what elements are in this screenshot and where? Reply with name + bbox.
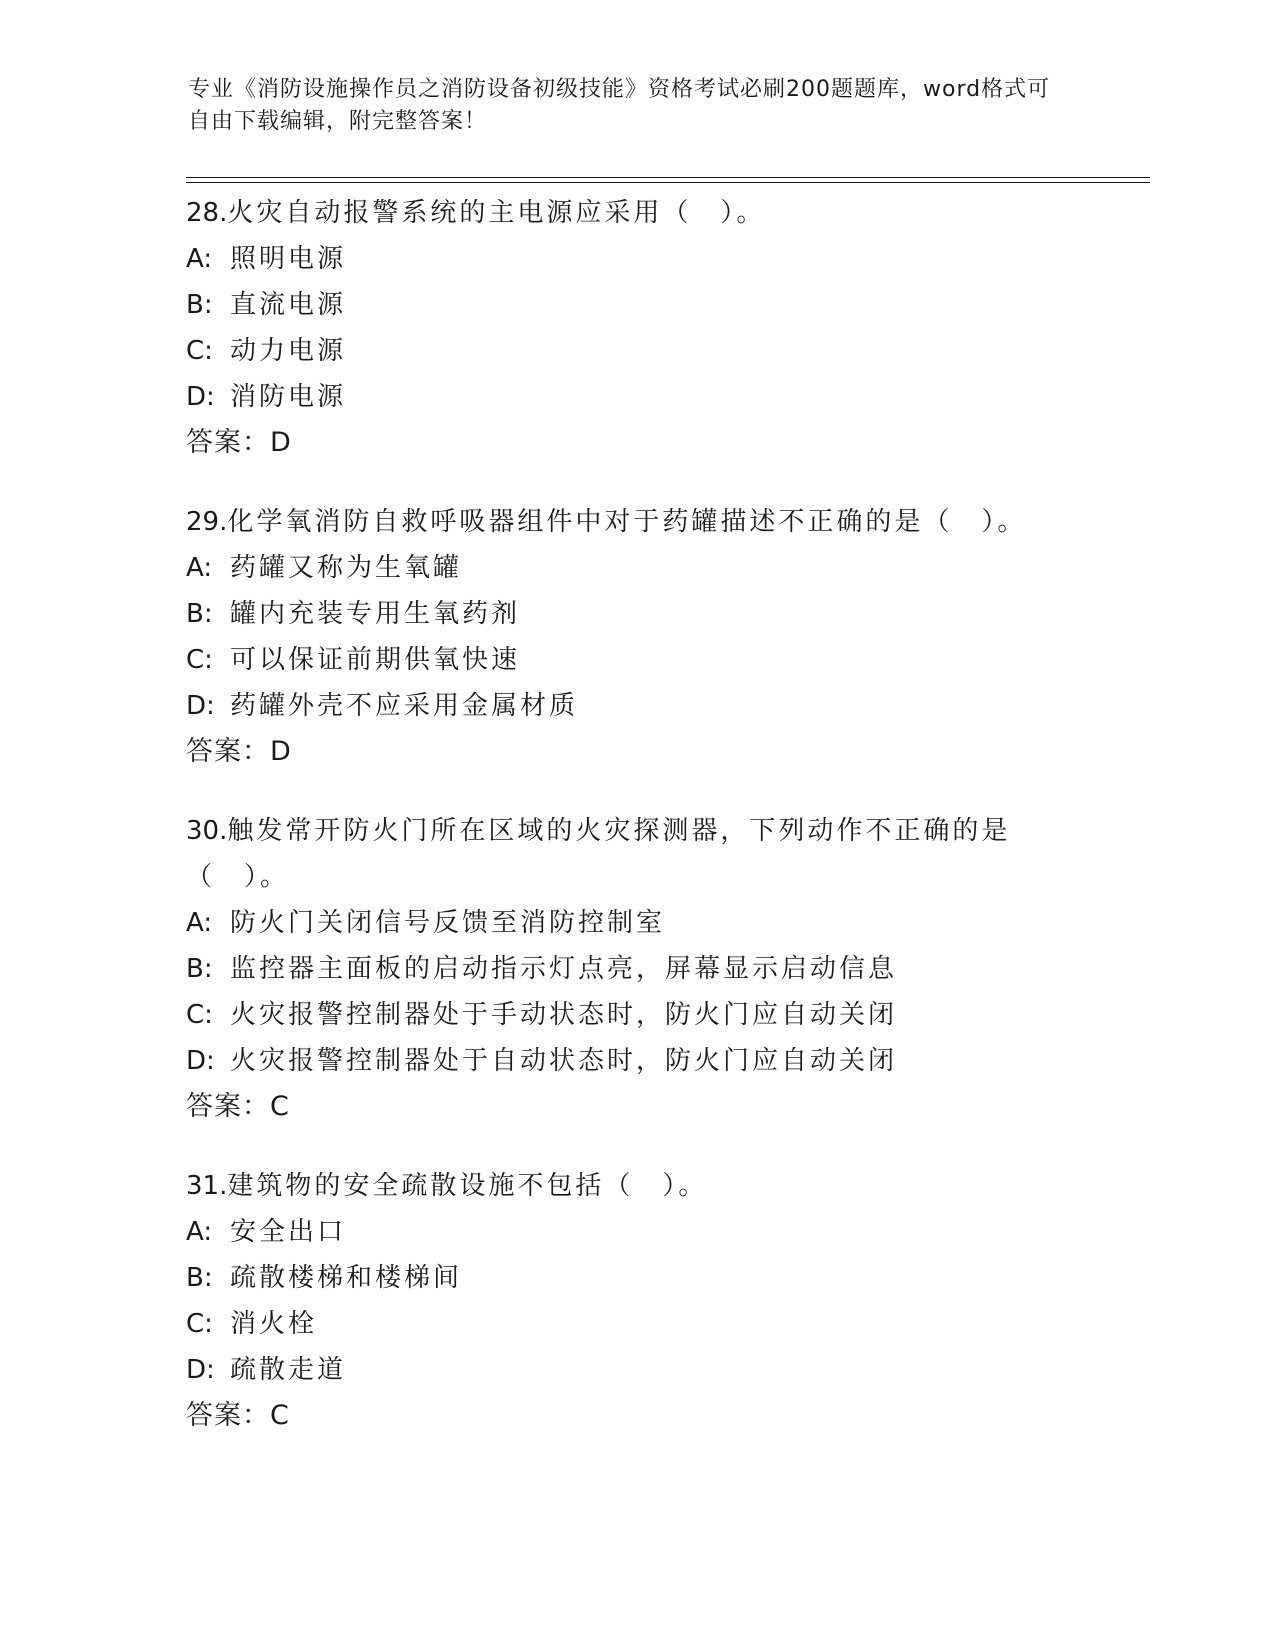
- answer-label: 答案：: [186, 1091, 270, 1122]
- question-text: 化学氧消防自救呼吸器组件中对于药罐描述不正确的是（ ）。: [227, 507, 1027, 537]
- option-b: [186, 1255, 1086, 1301]
- option-key: B:: [186, 599, 213, 629]
- question-text: 触发常开防火门所在区域的火灾探测器，下列动作不正确的是（ ）。: [186, 816, 1011, 892]
- option-b: [186, 282, 1086, 328]
- option-key: B:: [186, 954, 213, 984]
- answer-label: 答案：: [186, 427, 270, 458]
- question-list: [186, 190, 1086, 1472]
- option-a: [186, 545, 1086, 591]
- question-28: [186, 190, 1086, 466]
- option-d: [186, 683, 1086, 729]
- option-b: [186, 946, 1086, 992]
- answer-line: [186, 729, 1086, 775]
- option-a: [186, 236, 1086, 282]
- answer-label: 答案：: [186, 1400, 270, 1431]
- option-key: D:: [186, 1046, 215, 1076]
- option-key: C:: [186, 1000, 213, 1030]
- question-text: 火灾自动报警系统的主电源应采用（ ）。: [227, 198, 766, 228]
- question-number: 31.: [186, 1171, 228, 1201]
- option-text: 消防电源: [230, 382, 347, 412]
- question-text: 建筑物的安全疏散设施不包括（ ）。: [227, 1171, 708, 1201]
- question-stem: [186, 808, 1026, 900]
- document-header: 专业《消防设施操作员之消防设备初级技能》资格考试必刷200题题库，word格式可自由下载编辑，附完整答案！: [188, 77, 1051, 134]
- question-29: [186, 499, 1086, 775]
- answer-line: [186, 420, 1086, 466]
- option-d: [186, 1347, 1086, 1393]
- option-d: [186, 374, 1086, 420]
- header-divider-top: [186, 177, 1150, 178]
- option-key: D:: [186, 691, 215, 721]
- answer-line: [186, 1084, 1086, 1130]
- option-a: [186, 1209, 1086, 1255]
- option-key: C:: [186, 645, 213, 675]
- option-key: A:: [186, 908, 213, 938]
- option-c: [186, 992, 1086, 1038]
- option-text: 监控器主面板的启动指示灯点亮，屏幕显示启动信息: [230, 954, 898, 984]
- option-text: 安全出口: [230, 1217, 347, 1247]
- question-stem: [186, 499, 1086, 545]
- option-key: A:: [186, 1217, 213, 1247]
- option-text: 防火门关闭信号反馈至消防控制室: [230, 908, 666, 938]
- answer-label: 答案：: [186, 736, 270, 767]
- option-text: 药罐外壳不应采用金属材质: [230, 691, 579, 721]
- option-key: D:: [186, 382, 215, 412]
- option-c: [186, 328, 1086, 374]
- option-key: B:: [186, 290, 213, 320]
- option-text: 火灾报警控制器处于手动状态时，防火门应自动关闭: [230, 1000, 898, 1030]
- answer-line: [186, 1393, 1086, 1439]
- option-key: B:: [186, 1263, 213, 1293]
- option-text: 火灾报警控制器处于自动状态时，防火门应自动关闭: [230, 1046, 898, 1076]
- option-d: [186, 1038, 1086, 1084]
- option-key: A:: [186, 244, 213, 274]
- option-c: [186, 1301, 1086, 1347]
- question-number: 29.: [186, 507, 228, 537]
- option-text: 疏散走道: [230, 1355, 347, 1385]
- option-b: [186, 591, 1086, 637]
- question-number: 30.: [186, 816, 228, 846]
- option-a: [186, 900, 1086, 946]
- answer-value: D: [270, 427, 291, 458]
- option-text: 罐内充装专用生氧药剂: [230, 599, 521, 629]
- option-text: 药罐又称为生氧罐: [230, 553, 463, 583]
- header-divider-bottom: [186, 182, 1150, 183]
- option-text: 照明电源: [230, 244, 347, 274]
- option-text: 动力电源: [230, 336, 347, 366]
- option-key: A:: [186, 553, 213, 583]
- question-stem: [186, 1163, 1086, 1209]
- question-31: [186, 1163, 1086, 1439]
- answer-value: D: [270, 736, 291, 767]
- answer-value: C: [270, 1091, 289, 1122]
- option-text: 消火栓: [230, 1309, 318, 1339]
- option-c: [186, 637, 1086, 683]
- option-text: 可以保证前期供氧快速: [230, 645, 521, 675]
- option-key: C:: [186, 336, 213, 366]
- option-key: D:: [186, 1355, 215, 1385]
- answer-value: C: [270, 1400, 289, 1431]
- option-key: C:: [186, 1309, 213, 1339]
- option-text: 直流电源: [230, 290, 347, 320]
- question-number: 28.: [186, 198, 228, 228]
- question-30: [186, 808, 1086, 1130]
- option-text: 疏散楼梯和楼梯间: [230, 1263, 463, 1293]
- question-stem: [186, 190, 1086, 236]
